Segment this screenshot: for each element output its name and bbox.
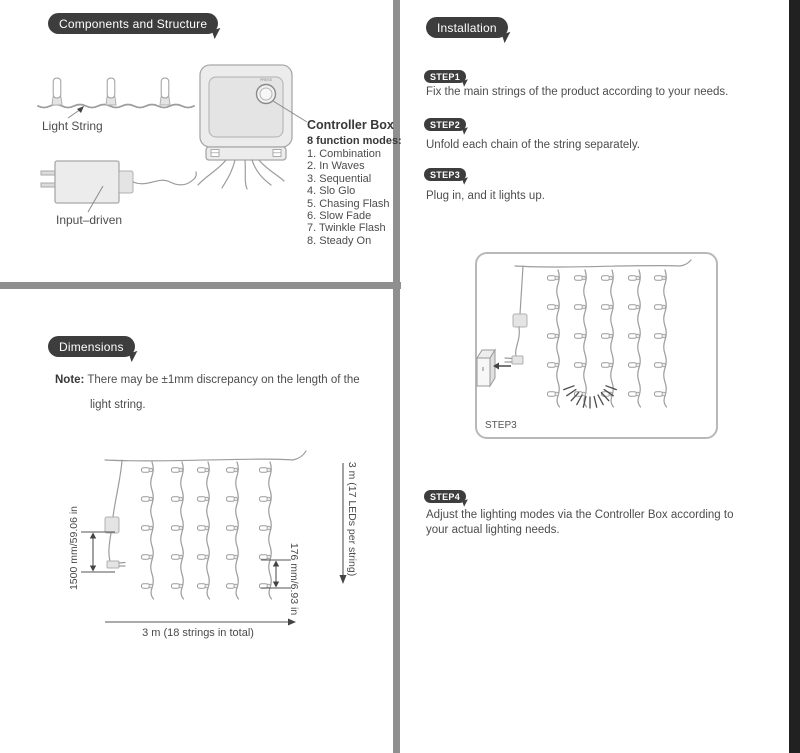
mode-item: 4. Slo Glo (307, 185, 356, 198)
note-label: Note: (55, 374, 85, 386)
controller-box-drawing (198, 65, 307, 189)
mode-item: 5. Chasing Flash (307, 197, 390, 210)
step3-text: Plug in, and it lights up. (426, 190, 545, 202)
step3-illustration-drawing (475, 252, 718, 439)
controller-button-label: PRESS (260, 78, 272, 82)
mode-item: 3. Sequential (307, 172, 372, 185)
bulb (106, 78, 116, 105)
total-width-label: 3 m (18 strings in total) (142, 627, 254, 639)
step2-badge: STEP2 (424, 118, 466, 131)
led-spacing-label: 176 mm/6.93 in (288, 542, 300, 616)
right-edge-bar (789, 0, 800, 753)
note-text: There may be ±1mm discrepancy on the length of the (87, 374, 360, 386)
string-length-label: 3 m (17 LEDs per string) (346, 461, 358, 577)
mode-item: 2. In Waves (307, 160, 365, 173)
modes-list (307, 148, 390, 247)
dimensions-drawing (55, 445, 385, 645)
mode-item: 7. Twinkle Flash (307, 222, 386, 235)
drop-height-label: 1500 mm/59.06 in (68, 505, 80, 591)
light-rays (564, 386, 617, 408)
left-section-divider (0, 282, 401, 289)
step2-text: Unfold each chain of the string separately. (426, 139, 640, 151)
bulb (52, 78, 62, 105)
step3-illustration-caption: STEP3 (485, 420, 517, 431)
step1-text: Fix the main strings of the product according to your needs. (426, 86, 729, 98)
bulb (160, 78, 170, 105)
step4-badge: STEP4 (424, 490, 466, 503)
mode-item: 6. Slow Fade (307, 210, 372, 223)
step4-text: Adjust the lighting modes via the Controller Box according to your actual lighting needs. (426, 509, 734, 536)
outlet-drawing (477, 350, 495, 386)
installation-section-badge: Installation (426, 17, 508, 38)
mode-item: 8. Steady On (307, 234, 372, 247)
light-string-label: Light String (42, 119, 103, 133)
components-section-badge: Components and Structure (48, 13, 218, 34)
modes-title: 8 function modes: (307, 135, 402, 147)
input-driven-label: Input–driven (56, 213, 123, 227)
power-adapter-drawing (41, 161, 196, 212)
dimensions-note (55, 373, 385, 388)
dimensions-note-line2: light string. (90, 399, 146, 411)
dimensions-section-badge: Dimensions (48, 336, 135, 357)
controller-box-label: Controller Box (307, 118, 394, 132)
step1-badge: STEP1 (424, 70, 466, 83)
step3-badge: STEP3 (424, 168, 466, 181)
mode-item: 1. Combination (307, 148, 381, 160)
